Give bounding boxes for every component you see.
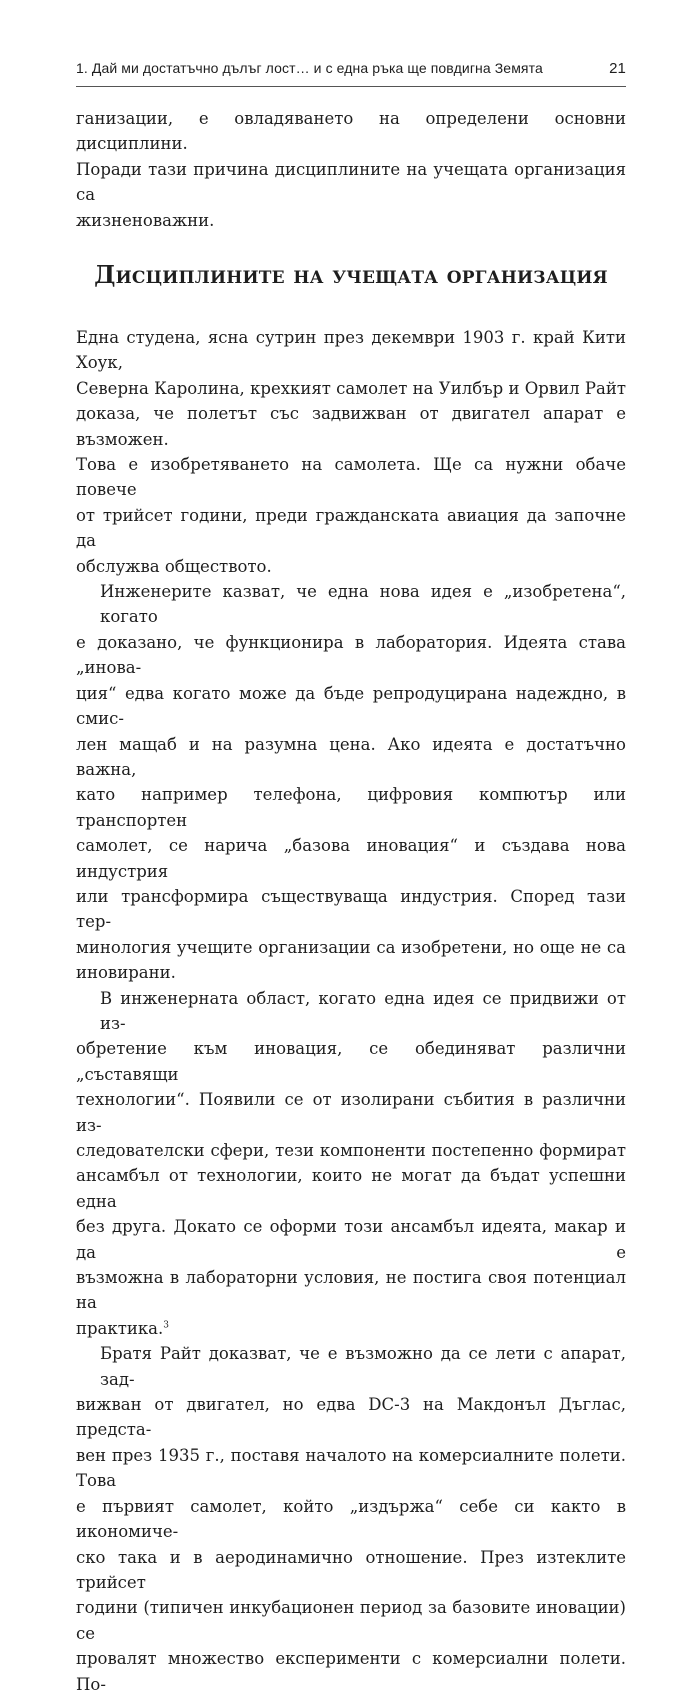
text-line: лен мащаб и на разумна цена. Ако идеята е достатъчно важна, bbox=[76, 734, 626, 779]
text-line: Това е изобретяването на самолета. Ще са нужни обаче повече bbox=[76, 455, 626, 500]
text-line: обслужва обществото. bbox=[76, 556, 272, 576]
text-line: е първият самолет, който „издържа“ себе си както в икономиче- bbox=[76, 1496, 626, 1542]
text-line: Инженерите казват, че една нова идея е „изобретена“, когато bbox=[100, 582, 626, 627]
footnote-reference: 3 bbox=[163, 1320, 169, 1331]
paragraph-1 bbox=[76, 325, 626, 579]
text-line: ансамбъл от технологии, които не могат да бъдат успешни една bbox=[76, 1166, 626, 1211]
text-line: вижван от двигател, но едва DC-3 на Макдонъл Дъглас, предста- bbox=[76, 1395, 626, 1440]
text-line: от трийсет години, преди гражданската авиация да започне да bbox=[76, 505, 626, 551]
text-line: доказа, че полетът със задвижван от двигател апарат е възможен. bbox=[76, 404, 626, 449]
text-line: следователски сфери, тези компоненти постепенно формират bbox=[76, 1141, 626, 1160]
paragraph-3 bbox=[76, 986, 626, 1342]
text-line: Поради тази причина дисциплините на учещата организация са bbox=[76, 159, 626, 205]
text-line: самолет, се нарича „базова иновация“ и създава нова индустрия bbox=[76, 836, 626, 881]
page-number: 21 bbox=[609, 60, 626, 77]
text-line: възможна в лабораторни условия, не постига своя потенциал на bbox=[76, 1268, 626, 1313]
paragraph-2 bbox=[76, 579, 626, 986]
text-line: е доказано, че функционира в лаборатория. Идеята става „инова- bbox=[76, 632, 626, 678]
text-line: ганизации, е овладяването на определени основни дисциплини. bbox=[76, 109, 626, 154]
text-line: Една студена, ясна сутрин през декември 1903 г. край Кити Хоук, bbox=[76, 328, 626, 373]
top-paragraph bbox=[76, 106, 626, 233]
text-fragment: практика. bbox=[76, 1318, 164, 1338]
text-line: години (типичен инкубационен период за базовите иновации) се bbox=[76, 1598, 626, 1643]
text-line: обретение към иновация, се обединяват различни „съставящи bbox=[76, 1039, 626, 1084]
text-line: технологии“. Появили се от изолирани събития в различни из- bbox=[76, 1090, 626, 1135]
text-line: провалят множество експерименти с комерсиални полети. По- bbox=[76, 1649, 626, 1694]
text-line: вен през 1935 г., поставя началото на комерсиалните полети. Това bbox=[76, 1445, 626, 1491]
paragraph-4 bbox=[76, 1341, 626, 1697]
text-line: или трансформира съществуваща индустрия. Според тази тер- bbox=[76, 886, 626, 932]
text-line: ция“ едва когато може да бъде репродуцирана надеждно, в смис- bbox=[76, 683, 626, 729]
chapter-title: 1. Дай ми достатъчно дълъг лост… и с една ръка ще повдигна Земята bbox=[76, 60, 543, 76]
text-line: В инженерната област, когато една идея се придвижи от из- bbox=[100, 988, 626, 1033]
text-line: иновирани. bbox=[76, 963, 176, 983]
text-line: без друга. Докато се оформи този ансамбъл идеята, макар и да е bbox=[76, 1217, 626, 1262]
running-header bbox=[76, 60, 626, 87]
text-line: Северна Каролина, крехкият самолет на Уилбър и Орвил Райт bbox=[76, 378, 626, 398]
text-line: като например телефона, цифровия компютър или транспортен bbox=[76, 785, 626, 830]
text-line: ско така и в аеродинамично отношение. През изтеклите трийсет bbox=[76, 1547, 626, 1592]
text-line: жизненоважни. bbox=[76, 210, 215, 230]
text-line: минология учещите организации са изобретени, но още не са bbox=[76, 937, 626, 957]
text-line: Братя Райт доказват, че е възможно да се лети с апарат, зад- bbox=[100, 1344, 626, 1389]
section-heading: Дисциплините на учещата организация bbox=[94, 260, 608, 289]
main-text bbox=[76, 325, 626, 1697]
text-line bbox=[76, 1316, 626, 1341]
